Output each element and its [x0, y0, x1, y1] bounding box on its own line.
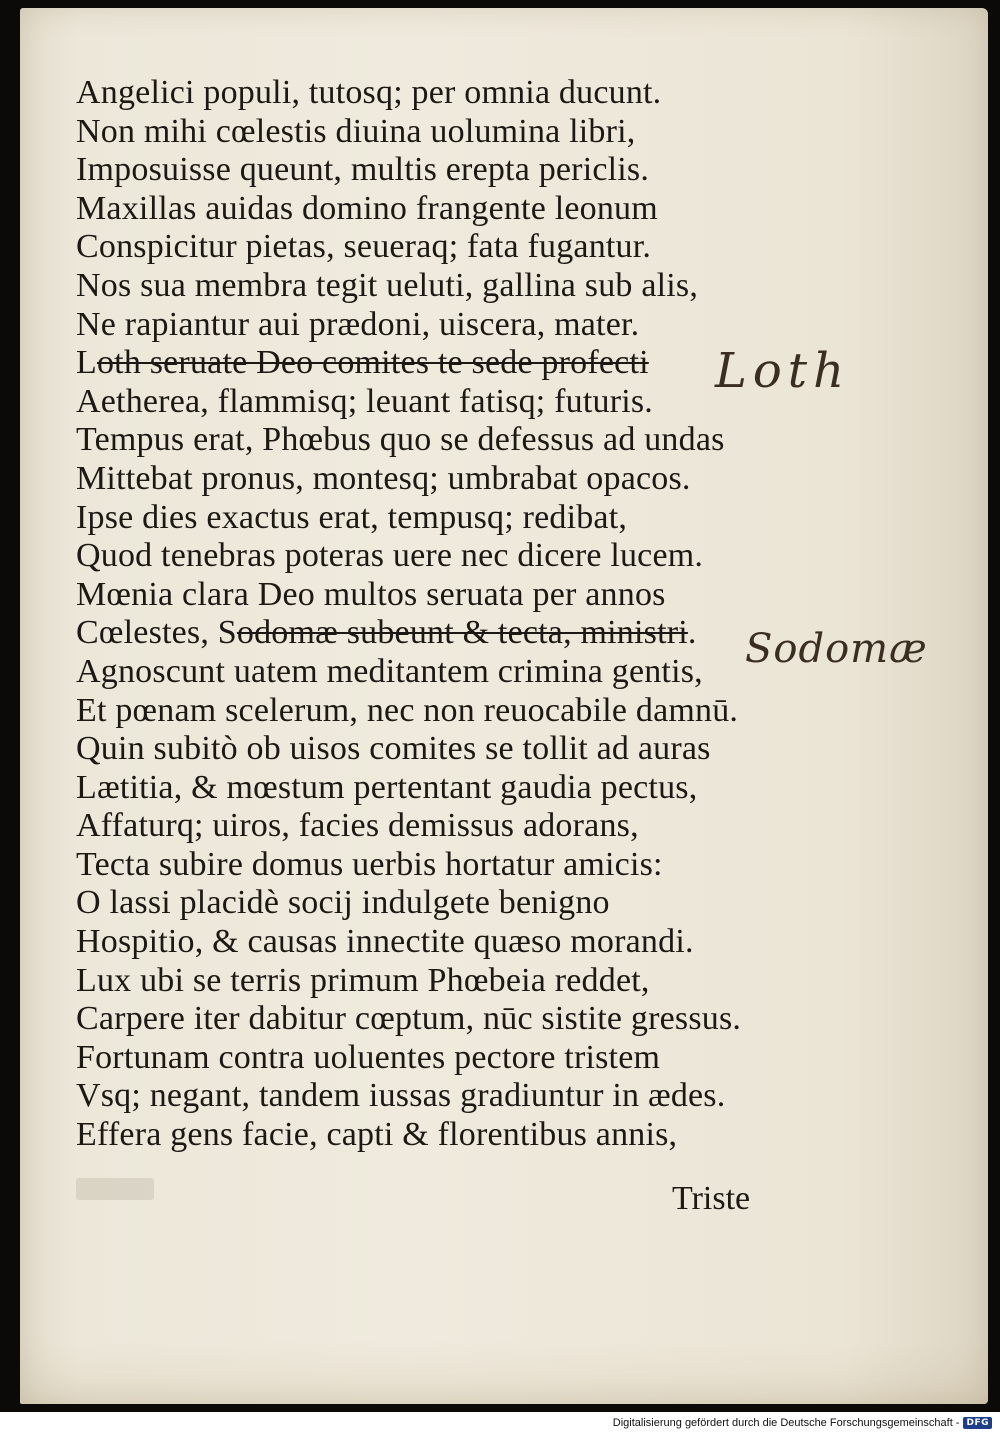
catchword: Triste	[672, 1180, 751, 1217]
text-line: Quin subitò ob uisos comites se tollit ad auras	[76, 730, 711, 768]
line-tail: .	[687, 614, 697, 652]
text-line: Quod tenebras poteras uere nec dicere lucem.	[76, 537, 704, 575]
text-line: Hospitio, & causas innectite quæso morandi.	[76, 923, 694, 961]
text-line: Lux ubi se terris primum Phœbeia reddet,	[76, 961, 650, 999]
text-line: Agnoscunt uatem meditantem crimina gentis,	[76, 652, 703, 690]
text-line: Mœnia clara Deo multos seruata per annos	[76, 575, 666, 613]
text-line: O lassi placidè socij indulgete benigno	[76, 884, 610, 922]
margin-note-sodomae: Sodomæ	[745, 626, 928, 672]
text-line: Angelici populi, tutosq; per omnia ducunt.	[76, 74, 662, 111]
text-line: Maxillas auidas domino frangente leonum	[76, 189, 658, 227]
struck-line	[76, 614, 796, 653]
text-line: Nos sua membra tegit ueluti, gallina sub alis,	[76, 266, 699, 304]
struck-line	[76, 344, 796, 383]
text-line: Tecta subire domus uerbis hortatur amicis:	[76, 845, 663, 883]
poem-text	[76, 74, 796, 1155]
struck-text: oth seruate Deo comites te sede profecti	[96, 344, 649, 382]
line-head: Cœlestes, S	[76, 614, 237, 652]
text-line: Ipse dies exactus erat, tempusq; redibat,	[76, 498, 628, 536]
text-line: Carpere iter dabitur cœptum, nūc sistite gressus.	[76, 1000, 742, 1038]
struck-text: odomæ subeunt & tecta, ministri	[236, 614, 688, 652]
margin-note-loth: Loth	[715, 343, 850, 399]
text-line: Vsq; negant, tandem iussas gradiuntur in ædes.	[76, 1077, 726, 1115]
text-line: Affaturq; uiros, facies demissus adorans,	[76, 807, 639, 845]
text-line: Et pœnam scelerum, nec non reuocabile damnū.	[76, 691, 739, 729]
page-stain	[20, 1340, 988, 1404]
dfg-logo-icon: DFG	[963, 1417, 992, 1429]
line-head: L	[76, 344, 97, 382]
text-line: Lætitia, & mœstum pertentant gaudia pectus,	[76, 768, 698, 806]
text-line: Fortunam contra uoluentes pectore tristem	[76, 1038, 661, 1076]
faint-signature-mark	[76, 1178, 154, 1200]
text-line: Conspicitur pietas, seueraq; fata fugantur.	[76, 228, 652, 266]
footer-credit	[613, 1414, 992, 1432]
text-line: Aetherea, flammisq; leuant fatisq; futuris.	[76, 382, 653, 420]
footer-credit-text: Digitalisierung gefördert durch die Deutsche Forschungsgemeinschaft -	[612, 1417, 960, 1429]
text-line: Imposuisse queunt, multis erepta periclis.	[76, 151, 650, 189]
text-line: Mittebat pronus, montesq; umbrabat opacos.	[76, 459, 691, 497]
text-line: Effera gens facie, capti & florentibus annis,	[76, 1116, 678, 1154]
text-line: Tempus erat, Phœbus quo se defessus ad undas	[76, 421, 725, 459]
text-line: Ne rapiantur aui prædoni, uiscera, mater.	[76, 305, 640, 343]
text-line: Non mihi cœlestis diuina uolumina libri,	[76, 112, 636, 150]
